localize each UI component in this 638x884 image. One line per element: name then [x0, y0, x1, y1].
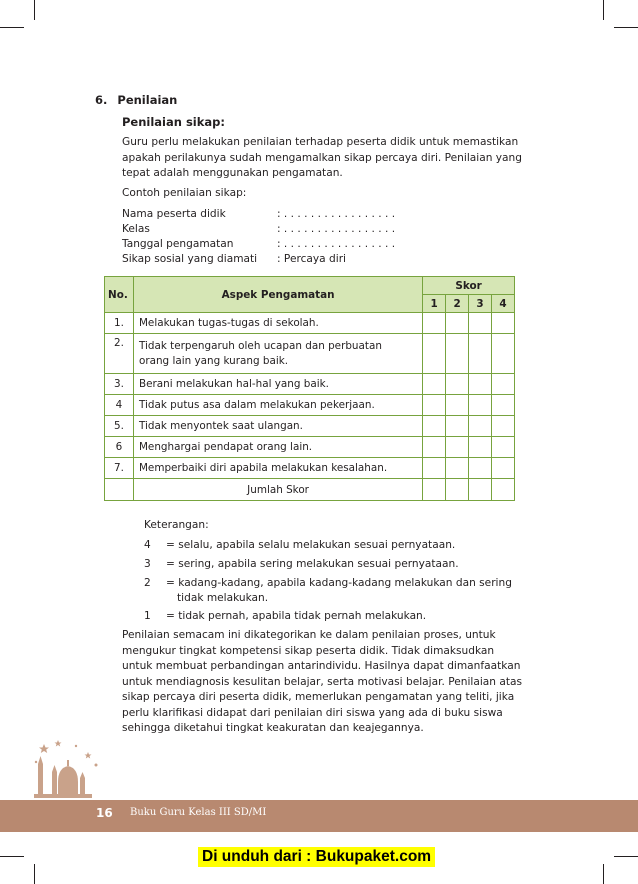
identity-value: : . . . . . . . . . . . . . . . . . — [277, 238, 396, 250]
closing-line: sehingga diketahui tingkat keakuratan dan keajegannya. — [122, 722, 424, 734]
identity-label: Sikap sosial yang diamati — [122, 253, 258, 265]
crop-mark — [603, 0, 604, 20]
legend-text-continued: tidak melakukan. — [177, 592, 269, 604]
intro-line: Guru perlu melakukan penilaian terhadap peserta didik untuk memastikan — [122, 136, 519, 148]
legend-title: Keterangan: — [144, 519, 209, 531]
score-cell[interactable] — [492, 313, 515, 334]
table-row — [105, 374, 515, 395]
closing-line: Penilaian semacam ini dikategorikan ke dalam penilaian proses, untuk — [122, 629, 496, 641]
page-number: 16 — [96, 806, 113, 820]
crop-mark — [614, 27, 638, 28]
legend-number: 2 — [144, 577, 151, 589]
score-cell[interactable] — [423, 458, 446, 479]
closing-line: perlu klarifikasi didapat dari penilaian diri siswa yang ada di buku siswa — [122, 706, 503, 719]
score-cell[interactable] — [492, 437, 515, 458]
score-cell[interactable] — [492, 458, 515, 479]
row-number: 5. — [105, 416, 134, 437]
score-cell[interactable] — [446, 416, 469, 437]
score-cell[interactable] — [423, 395, 446, 416]
score-cell[interactable] — [469, 395, 492, 416]
identity-label: Kelas — [122, 223, 150, 235]
identity-value: : Percaya diri — [277, 253, 346, 265]
row-aspect: Berani melakukan hal-hal yang baik. — [133, 374, 422, 395]
table-row — [105, 437, 515, 458]
crop-mark — [34, 0, 35, 20]
table-row — [105, 313, 515, 334]
score-cell[interactable] — [469, 437, 492, 458]
legend-text: = kadang-kadang, apabila kadang-kadang melakukan dan sering — [166, 577, 512, 589]
score-cell[interactable] — [423, 334, 446, 374]
row-aspect-line: Tidak terpengaruh oleh ucapan dan perbuatan — [138, 339, 382, 352]
total-label: Jumlah Skor — [133, 479, 422, 501]
score-cell[interactable] — [423, 437, 446, 458]
assessment-table — [104, 276, 515, 501]
row-aspect: Melakukan tugas-tugas di sekolah. — [133, 313, 422, 334]
score-cell[interactable] — [492, 334, 515, 374]
closing-line: sikap percaya diri peserta didik, memerlukan pengamatan yang teliti, jika — [122, 691, 515, 703]
book-title: Buku Guru Kelas III SD/MI — [130, 807, 267, 818]
intro-paragraph — [122, 135, 532, 182]
total-row — [105, 479, 515, 501]
legend-number: 4 — [144, 539, 151, 551]
score-cell[interactable] — [469, 416, 492, 437]
row-aspect: Memperbaiki diri apabila melakukan kesalahan. — [133, 458, 422, 479]
score-cell[interactable] — [423, 479, 446, 501]
score-cell[interactable] — [423, 374, 446, 395]
header-score-2: 2 — [446, 295, 469, 313]
section-title: Penilaian — [117, 93, 178, 107]
download-banner[interactable]: Di unduh dari : Bukupaket.com — [198, 847, 435, 867]
score-cell[interactable] — [423, 416, 446, 437]
row-aspect-line: orang lain yang kurang baik. — [138, 354, 289, 367]
score-cell[interactable] — [446, 374, 469, 395]
row-aspect: Tidak putus asa dalam melakukan pekerjaan. — [133, 395, 422, 416]
score-cell[interactable] — [469, 313, 492, 334]
crop-mark — [614, 856, 638, 857]
legend-number: 1 — [144, 610, 151, 622]
header-score-1: 1 — [423, 295, 446, 313]
subsection-title: Penilaian sikap: — [122, 115, 225, 129]
closing-line: untuk membuat perbandingan antarindividu. Hasilnya dapat dimanfaatkan — [122, 660, 521, 672]
legend-text: = tidak pernah, apabila tidak pernah melakukan. — [166, 610, 427, 622]
identity-label: Nama peserta didik — [122, 208, 226, 220]
table-row — [105, 334, 515, 374]
legend-text: = selalu, apabila selalu melakukan sesuai pernyataan. — [166, 539, 456, 551]
mosque-icon — [30, 738, 102, 802]
score-cell[interactable] — [469, 479, 492, 501]
row-number: 4 — [105, 395, 134, 416]
intro-line: tepat adalah menggunakan pengamatan. — [122, 167, 343, 179]
score-cell[interactable] — [446, 334, 469, 374]
score-cell[interactable] — [469, 458, 492, 479]
table-row — [105, 458, 515, 479]
score-cell[interactable] — [446, 437, 469, 458]
section-number: 6. — [95, 93, 108, 107]
score-cell[interactable] — [492, 416, 515, 437]
score-cell[interactable] — [469, 334, 492, 374]
score-cell[interactable] — [492, 374, 515, 395]
score-cell[interactable] — [423, 313, 446, 334]
identity-value: : . . . . . . . . . . . . . . . . . — [277, 223, 396, 235]
identity-label: Tanggal pengamatan — [122, 238, 234, 250]
header-score-4: 4 — [492, 295, 515, 313]
row-number: 6 — [105, 437, 134, 458]
identity-value: : . . . . . . . . . . . . . . . . . — [277, 208, 396, 220]
row-number: 3. — [105, 374, 134, 395]
closing-line: untuk mendiagnosis kesulitan belajar, serta motivasi belajar. Penilaian atas — [122, 675, 523, 688]
row-number: 7. — [105, 458, 134, 479]
crop-mark — [0, 856, 24, 857]
row-aspect: Menghargai pendapat orang lain. — [133, 437, 422, 458]
row-aspect: Tidak menyontek saat ulangan. — [133, 416, 422, 437]
score-cell[interactable] — [469, 374, 492, 395]
total-empty-cell — [105, 479, 134, 501]
legend-number: 3 — [144, 558, 151, 570]
score-cell[interactable] — [446, 458, 469, 479]
row-number: 1. — [105, 313, 134, 334]
header-score-3: 3 — [469, 295, 492, 313]
legend-text: = sering, apabila sering melakukan sesuai pernyataan. — [166, 558, 459, 570]
score-cell[interactable] — [446, 395, 469, 416]
crop-mark — [0, 27, 24, 28]
header-aspect: Aspek Pengamatan — [133, 277, 422, 313]
score-cell[interactable] — [492, 479, 515, 501]
example-label: Contoh penilaian sikap: — [122, 187, 247, 199]
crop-mark — [603, 864, 604, 884]
intro-line: apakah perilakunya sudah mengamalkan sikap percaya diri. Penilaian yang — [122, 151, 522, 164]
table-row — [105, 416, 515, 437]
score-cell[interactable] — [492, 395, 515, 416]
section-heading — [95, 93, 177, 107]
score-cell[interactable] — [446, 313, 469, 334]
row-aspect — [133, 334, 422, 374]
table-row — [105, 395, 515, 416]
crop-mark — [34, 864, 35, 884]
row-number: 2. — [105, 334, 134, 374]
header-no: No. — [105, 277, 134, 313]
header-score: Skor — [423, 277, 515, 295]
closing-paragraph — [122, 628, 532, 737]
score-cell[interactable] — [446, 479, 469, 501]
closing-line: mengukur tingkat kompetensi sikap peserta didik. Tidak dimaksudkan — [122, 644, 495, 657]
